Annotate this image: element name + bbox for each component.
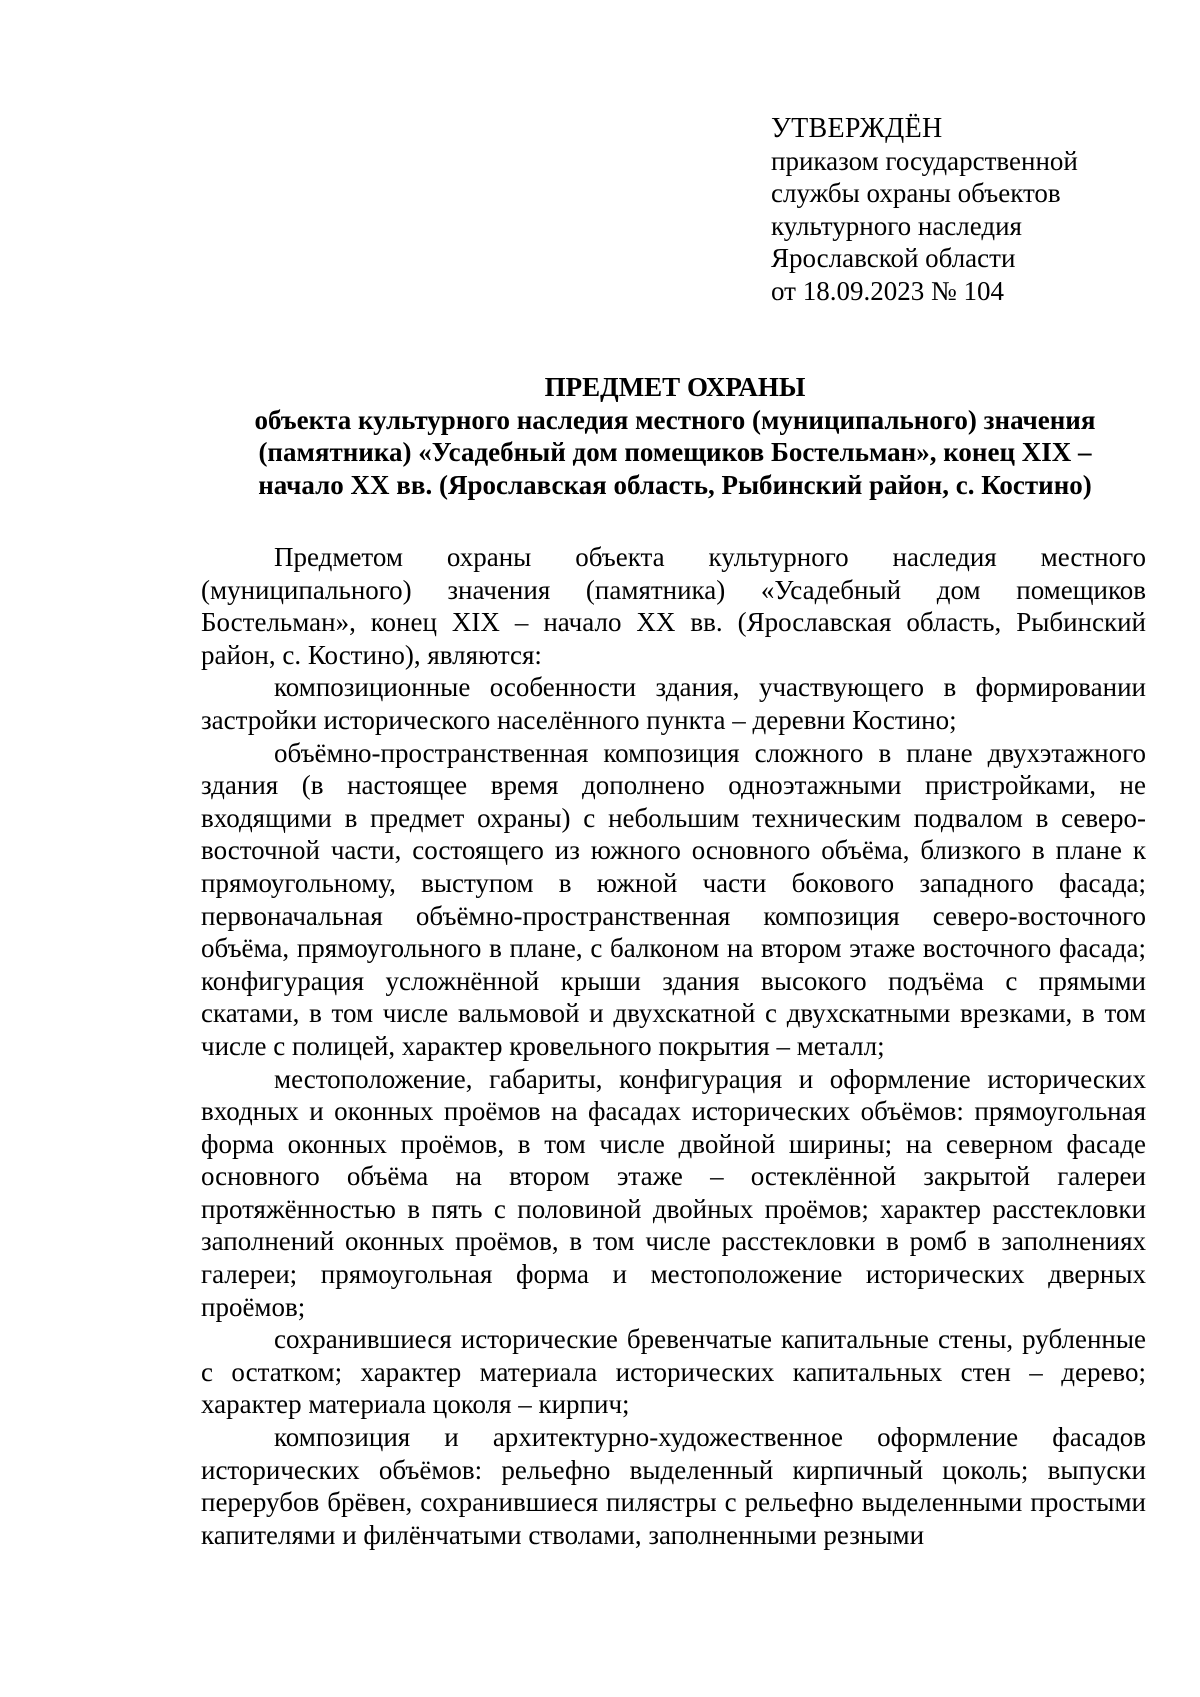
document-body [201, 541, 1146, 1551]
title-subtitle-line: (памятника) «Усадебный дом помещиков Бостельман», конец XIX – [258, 437, 1092, 467]
title-subtitle-line: объекта культурного наследия местного (муниципального) значения [254, 404, 1096, 435]
title-subtitle-line: начало XX вв. (Ярославская область, Рыбинский район, с. Костино) [258, 469, 1092, 500]
approval-line: культурного наследия [771, 210, 1022, 241]
approval-line: службы охраны объектов [771, 178, 1061, 209]
body-paragraph-walls: сохранившиеся исторические бревенчатые капитальные стены, рубленные с остатком; характер материала исторических капитальных стен – дерево; характер материала цоколя – кирпич; [201, 1324, 1146, 1420]
body-paragraph-volume: объёмно-пространственная композиция сложного в плане двухэтажного здания (в настоящее время дополнено одноэтажными пристройками, не входящими в предмет охраны) с небольшим техническим подвалом в северо-восточной части, состоящего из южного основного объёма, близкого в плане к прямоугольному, выступом в южной части бокового западного фасада; первоначальная объёмно-пространственная композиция северо-восточного объёма, прямоугольного в плане, с балконом на втором этаже восточного фасада; конфигурация усложнённой крыши здания высокого подъёма с прямыми скатами, в том числе вальмовой и двухскатной с двухскатными врезками, в том числе с полицей, характер кровельного покрытия – металл; [201, 737, 1146, 1061]
title-heading: ПРЕДМЕТ ОХРАНЫ [544, 372, 806, 402]
approval-stamp [771, 112, 1171, 307]
document-title [200, 371, 1150, 501]
body-paragraph-composition: композиционные особенности здания, участвующего в формировании застройки исторического населённого пункта – деревни Костино; [201, 672, 1146, 735]
body-paragraph-facades: композиция и архитектурно-художественное оформление фасадов исторических объёмов: рельефно выделенный кирпичный цоколь; выпуски перерубов брёвен, сохранившиеся пилястры с рельефно выделенными простыми капителями и филёнчатыми стволами, заполненными резными [201, 1422, 1146, 1550]
approval-line: Ярославской области [771, 243, 1016, 274]
approval-order-date: от 18.09.2023 № 104 [771, 275, 1004, 306]
approval-heading: УТВЕРЖДЁН [771, 113, 943, 144]
body-paragraph-openings: местоположение, габариты, конфигурация и оформление исторических входных и оконных проёмов на фасадах исторических объёмов: прямоугольная форма оконных проёмов, в том числе двойной ширины; на северном фасаде основного объёма на втором этаже – остеклённой закрытой галереи протяжённостью в пять с половиной двойных проёмов; характер расстекловки заполнений оконных проёмов, в том числе расстекловки в ромб в заполнениях галереи; прямоугольная форма и местоположение исторических дверных проёмов; [201, 1063, 1146, 1322]
body-paragraph-intro: Предметом охраны объекта культурного наследия местного (муниципального) значения (памятника) «Усадебный дом помещиков Бостельман», конец XIX – начало XX вв. (Ярославская область, Рыбинский район, с. Костино), являются: [201, 542, 1146, 670]
approval-line: приказом государственной [771, 146, 1078, 176]
